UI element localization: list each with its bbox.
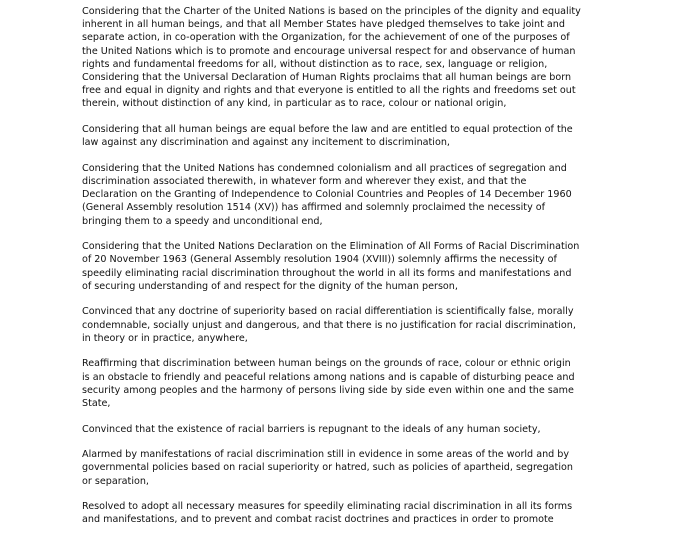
paragraph-equal-before-law: Considering that all human beings are equal before the law and are entitled to equal protection of the law against any discrimination and against any incitement to discrimination, [82,124,573,149]
paragraph-colonialism: Considering that the United Nations has condemned colonialism and all practices of segregation and discrimination associated therewith, in whatever form and wherever they exist, and that the Declaration on the Granting of Independence to Colonial Countries and Peoples of 14 December 1960 (General Assembly resolution 1514 (XV)) has affirmed and solemnly proclaimed the necessity of bringing them to a speedy and unconditional end, [82,162,572,227]
paragraph-racial-barriers: Convinced that the existence of racial barriers is repugnant to the ideals of any human society, [82,423,541,435]
document-page [82,5,620,539]
paragraph-doctrine-of-superiority: Convinced that any doctrine of superiority based on racial differentiation is scientifically false, morally condemnable, socially unjust and dangerous, and that there is no justification for racial discrimination, in theory or in practice, anywhere, [82,306,576,344]
paragraph-reaffirming: Reaffirming that discrimination between human beings on the grounds of race, colour or ethnic origin is an obstacle to friendly and peaceful relations among nations and is capable of disturbing peace and security among peoples and the harmony of persons living side by side even within one and the same State, [82,358,575,410]
paragraph-resolved: Resolved to adopt all necessary measures for speedily eliminating racial discrimination in all its forms and manifestations, and to prevent and combat racist doctrines and practices in order to promote [82,501,573,526]
paragraph-universal-declaration: Considering that the Universal Declaration of Human Rights proclaims that all human beings are born free and equal in dignity and rights and that everyone is entitled to all the rights and freedoms set out therein, without distinction of any kind, in particular as to race, colour or national origin, [82,72,576,110]
paragraph-1963-declaration: Considering that the United Nations Declaration on the Elimination of All Forms of Racial Discrimination of 20 November 1963 (General Assembly resolution 1904 (XVIII)) solemnly affirms the necessity of speedily eliminating racial discrimination throughout the world in all its forms and manifestations and of securing understanding of and respect for the dignity of the human person, [82,241,580,292]
paragraph-alarmed: Alarmed by manifestations of racial discrimination still in evidence in some areas of the world and by governmental policies based on racial superiority or hatred, such as policies of apartheid, segregation or separation, [82,449,573,487]
paragraph-charter: Considering that the Charter of the United Nations is based on the principles of the dignity and equality inherent in all human beings, and that all Member States have pledged themselves to take joint and separate action, in co-operation with the Organization, for the achievement of one of the purposes of the United Nations which is to promote and encourage universal respect for and observance of human rights and fundamental freedoms for all, without distinction as to race, sex, language or religion, [82,6,581,70]
